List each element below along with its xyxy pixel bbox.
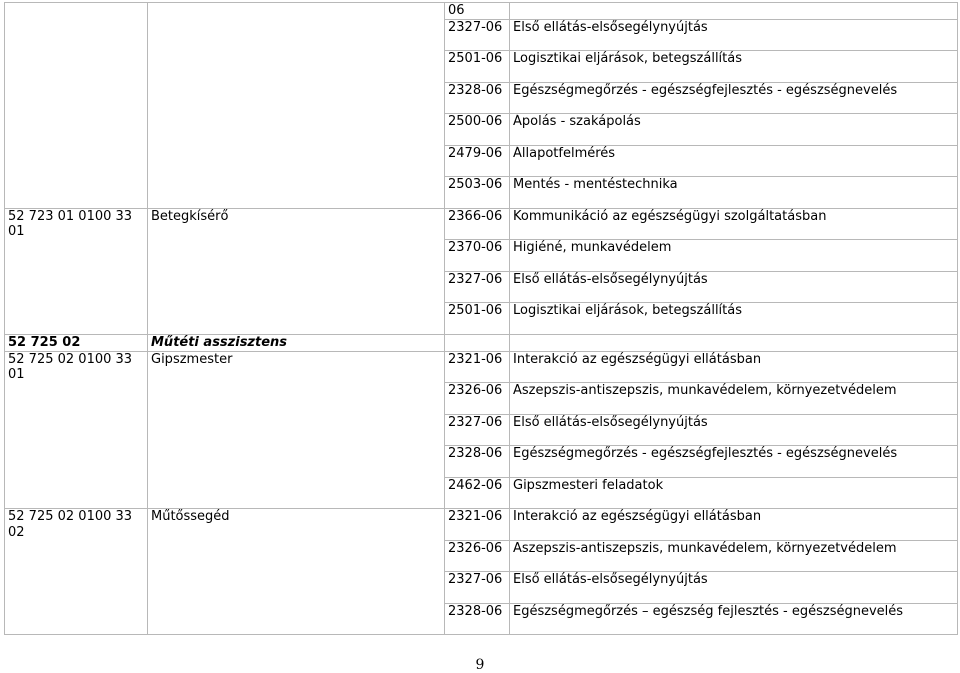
module-code: 2501-06: [445, 303, 510, 335]
module-name: Első ellátás-elsősegélynyújtás: [510, 572, 958, 604]
okj-code-cell: 52 723 01 0100 33 01: [5, 208, 148, 334]
module-name: Interakció az egészségügyi ellátásban: [510, 351, 958, 383]
module-code: 2500-06: [445, 114, 510, 146]
table-row: [5, 208, 958, 240]
qualification-name-cell: Betegkísérő: [148, 208, 445, 334]
section-code: 52 725 02: [5, 334, 148, 351]
module-name: [510, 3, 958, 20]
module-code: 2366-06: [445, 208, 510, 240]
module-name: Mentés - mentéstechnika: [510, 177, 958, 209]
empty-cell: [445, 334, 510, 351]
module-code: 2321-06: [445, 351, 510, 383]
module-code: 2321-06: [445, 509, 510, 541]
module-name: Egészségmegőrzés - egészségfejlesztés - egészségnevelés: [510, 82, 958, 114]
module-name: Első ellátás-elsősegélynyújtás: [510, 19, 958, 51]
module-name: Egészségmegőrzés - egészségfejlesztés - egészségnevelés: [510, 446, 958, 478]
module-code: 2326-06: [445, 540, 510, 572]
module-code: 2328-06: [445, 82, 510, 114]
module-code: 2327-06: [445, 271, 510, 303]
module-name: Kommunikáció az egészségügyi szolgáltatásban: [510, 208, 958, 240]
module-name: Interakció az egészségügyi ellátásban: [510, 509, 958, 541]
module-code: 2501-06: [445, 51, 510, 83]
table-row: [5, 509, 958, 541]
table-row: [5, 3, 958, 20]
module-name: Állapotfelmérés: [510, 145, 958, 177]
section-header-row: [5, 334, 958, 351]
module-code: 2328-06: [445, 603, 510, 635]
module-code: 2328-06: [445, 446, 510, 478]
module-name: Első ellátás-elsősegélynyújtás: [510, 414, 958, 446]
okj-code-cell: [5, 3, 148, 209]
empty-cell: [510, 334, 958, 351]
module-code: 2327-06: [445, 572, 510, 604]
module-name: Ápolás - szakápolás: [510, 114, 958, 146]
qualification-name-cell: [148, 3, 445, 209]
module-code: 2327-06: [445, 19, 510, 51]
module-name: Logisztikai eljárások, betegszállítás: [510, 303, 958, 335]
section-title: Műtéti asszisztens: [148, 334, 445, 351]
module-name: Első ellátás-elsősegélynyújtás: [510, 271, 958, 303]
module-code: 2327-06: [445, 414, 510, 446]
page-number: 9: [475, 657, 485, 673]
qualification-table: [4, 2, 958, 635]
module-name: Gipszmesteri feladatok: [510, 477, 958, 509]
okj-code-cell: 52 725 02 0100 33 02: [5, 509, 148, 635]
module-name: Aszepszis-antiszepszis, munkavédelem, környezetvédelem: [510, 540, 958, 572]
module-code: 2479-06: [445, 145, 510, 177]
module-code: 2370-06: [445, 240, 510, 272]
module-code: 06: [445, 3, 510, 20]
okj-code-cell: 52 725 02 0100 33 01: [5, 351, 148, 509]
qualification-name-cell: Műtőssegéd: [148, 509, 445, 635]
qualification-name-cell: Gipszmester: [148, 351, 445, 509]
module-code: 2503-06: [445, 177, 510, 209]
module-name: Higiéné, munkavédelem: [510, 240, 958, 272]
module-code: 2326-06: [445, 383, 510, 415]
module-code: 2462-06: [445, 477, 510, 509]
module-name: Aszepszis-antiszepszis, munkavédelem, környezetvédelem: [510, 383, 958, 415]
table-row: [5, 351, 958, 383]
module-name: Egészségmegőrzés – egészség fejlesztés - egészségnevelés: [510, 603, 958, 635]
module-name: Logisztikai eljárások, betegszállítás: [510, 51, 958, 83]
